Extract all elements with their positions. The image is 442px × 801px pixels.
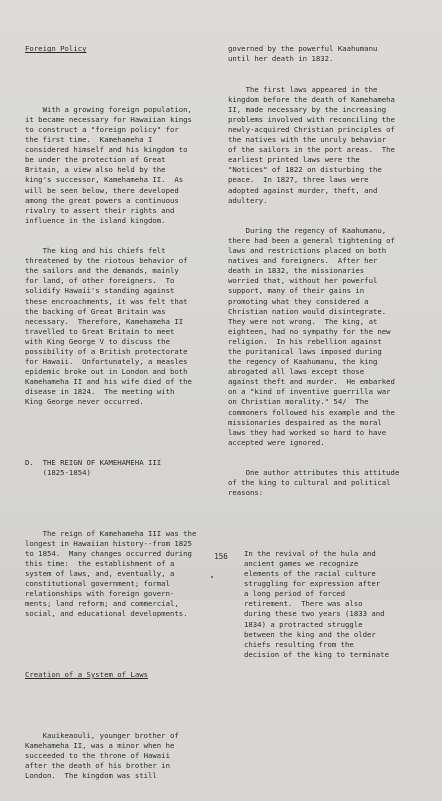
text-line: epidemic broke out in London and both <box>25 367 188 377</box>
text-line: support, many of their gains in <box>228 286 365 296</box>
text-line: constitutional government; formal <box>25 579 170 589</box>
text-line: during these two years (1833 and <box>244 609 385 619</box>
text-line: of the sailors in the port areas. The <box>228 145 395 155</box>
text-line: D. THE REIGN OF KAMEHAMEHA III <box>25 458 162 468</box>
text-line: considered himself and his kingdom to <box>25 145 188 155</box>
text-line: worried that, without her powerful <box>228 276 378 286</box>
paragraph <box>25 731 210 781</box>
text-line: for Hawaii. Unfortunately, a measles <box>25 357 188 367</box>
text-line: religion. In his rebellion against <box>228 336 382 346</box>
text-line: on a "kind of inventive guerrilla war <box>228 387 391 397</box>
text-line: problems involved with reconciling the <box>228 114 395 124</box>
text-line: there had been a general tightening of <box>228 235 395 245</box>
left-column <box>25 24 210 801</box>
paragraph <box>228 44 421 64</box>
text-line: elements of the racial culture <box>244 569 376 579</box>
text-line: after the death of his brother in <box>25 760 170 770</box>
text-line: solidify Hawaii's standing against <box>25 286 175 296</box>
text-line: reasons: <box>228 488 264 498</box>
text-line: travelled to Great Britain to meet <box>25 326 175 336</box>
paragraph <box>25 105 210 226</box>
text-line: to 1854. Many changes occurred during <box>25 548 192 558</box>
text-line: these encroachments, it was felt that <box>25 296 188 306</box>
section-heading-foreign-policy: Foreign Policy <box>25 44 87 54</box>
text-line: will be seen below, there developed <box>25 185 179 195</box>
text-line: this time: the establishment of a <box>25 558 175 568</box>
paragraph <box>228 226 421 448</box>
text-line: missionaries despaired as the moral <box>228 417 382 427</box>
text-line: struggling for expression after <box>244 579 381 589</box>
text-line: of the king to cultural and political <box>228 478 391 488</box>
text-line: II, made necessary by the increasing <box>228 104 387 114</box>
text-line: the regency of Kaahumanu, the king <box>228 357 378 367</box>
paragraph <box>228 468 421 498</box>
text-line: system of laws, and, eventually, a <box>25 569 175 579</box>
text-line: decision of the king to terminate <box>244 649 389 659</box>
text-line: it became necessary for Hawaiian kings <box>25 114 192 124</box>
text-line: social, and educational developments. <box>25 609 188 619</box>
text-line: laws they had worked so hard to have <box>228 427 387 437</box>
text-line: (1825-1854) <box>25 468 91 478</box>
text-line: until her death in 1832. <box>228 54 334 64</box>
text-line: The reign of Kamehameha III was the <box>25 528 197 538</box>
text-line: to construct a "foreign policy" for <box>25 124 179 134</box>
block-quote <box>228 549 421 660</box>
page-number: 156 <box>214 552 228 561</box>
text-line: between the king and the older <box>244 629 376 639</box>
text-line: a long period of forced <box>244 589 346 599</box>
text-line: Kamehameha II, was a minor when he <box>25 740 175 750</box>
text-line: chiefs resulting from the <box>244 639 354 649</box>
text-line: the natives with the unruly behavior <box>228 135 387 145</box>
paragraph <box>25 529 210 620</box>
text-line: longest in Hawaiian history--from 1825 <box>25 538 192 548</box>
text-line: With a growing foreign population, <box>25 104 192 114</box>
text-line: They were not wrong. The king, at <box>228 316 378 326</box>
section-heading-reign-kamehameha-iii <box>25 458 210 478</box>
right-column <box>228 24 421 680</box>
text-line: among the great powers a continuous <box>25 195 179 205</box>
text-line: adopted against murder, theft, and <box>228 185 378 195</box>
text-line: London. The kingdom was still <box>25 770 157 780</box>
text-line: eighteen, had no sympathy for the new <box>228 326 391 336</box>
text-line: with King George V to discuss the <box>25 336 170 346</box>
text-line: Britain, a view also held by the <box>25 165 166 175</box>
text-line: kingdom before the death of Kamehameha <box>228 94 395 104</box>
text-line: against theft and murder. He embarked <box>228 377 395 387</box>
text-line: disease in 1824. The meeting with <box>25 387 175 397</box>
text-line: The first laws appeared in the <box>228 84 378 94</box>
text-line: threatened by the riotous behavior of <box>25 256 188 266</box>
text-line: adultery. <box>228 195 268 205</box>
text-line: 1834) a protracted struggle <box>244 619 363 629</box>
text-line: governed by the powerful Kaahumanu <box>228 44 378 54</box>
text-line: natives and foreigners. After her <box>228 256 378 266</box>
text-line: possibility of a British protectorate <box>25 347 188 356</box>
text-line: influence in the island kingdom. <box>25 215 166 225</box>
text-line: relationships with foreign govern- <box>25 589 175 599</box>
text-line: During the regency of Kaahumanu, <box>228 225 387 235</box>
text-line: ancient games we recognize <box>244 558 359 568</box>
text-line: accepted were ignored. <box>228 437 325 447</box>
text-line: retirement. There was also <box>244 599 363 609</box>
text-line: rivalry to assert their rights and <box>25 205 175 215</box>
text-line: death in 1832, the missionaries <box>228 266 365 276</box>
text-line: Christian nation would disintegrate. <box>228 306 387 316</box>
page-mark <box>211 576 213 578</box>
text-line: on Christian morality." 54/ The <box>228 397 369 407</box>
text-line: One author attributes this attitude <box>228 468 400 478</box>
text-line: newly-acquired Christian principles of <box>228 124 395 134</box>
text-line: Kamehameha II and his wife died of the <box>25 377 192 387</box>
text-line: Kauikeaouli, younger brother of <box>25 730 179 740</box>
text-line: the puritanical laws imposed during <box>228 347 382 356</box>
text-line: The king and his chiefs felt <box>25 246 166 256</box>
text-line: earliest printed laws were the <box>228 155 360 165</box>
text-line: peace. In 1827, three laws were <box>228 175 369 185</box>
text-line: In the revival of the hula and <box>244 548 376 558</box>
text-line: commoners followed his example and the <box>228 407 395 417</box>
text-line: ments; land reform; and commercial, <box>25 599 179 609</box>
text-line: abrogated all laws except those <box>228 367 365 377</box>
text-line: necessary. Therefore, Kamehameha II <box>25 316 184 326</box>
text-line: be under the protection of Great <box>25 155 166 165</box>
text-line: King George never occurred. <box>25 397 144 407</box>
text-line: laws and restrictions placed on both <box>228 246 387 256</box>
paragraph <box>25 246 210 408</box>
text-line: king's successor, Kamehameha II. As <box>25 175 184 185</box>
text-line: succeeded to the throne of Hawaii <box>25 750 170 760</box>
text-line: the backing of Great Britain was <box>25 306 166 316</box>
text-line: the first time. Kamehameha I <box>25 135 153 145</box>
text-line: "Notices" of 1822 on disturbing the <box>228 165 382 175</box>
paragraph <box>228 85 421 206</box>
section-heading-system-of-laws: Creation of a System of Laws <box>25 670 149 679</box>
text-line: the sailors and the demands, mainly <box>25 266 179 276</box>
text-line: for land, of other foreigners. To <box>25 276 175 286</box>
text-line: promoting what they considered a <box>228 296 369 306</box>
